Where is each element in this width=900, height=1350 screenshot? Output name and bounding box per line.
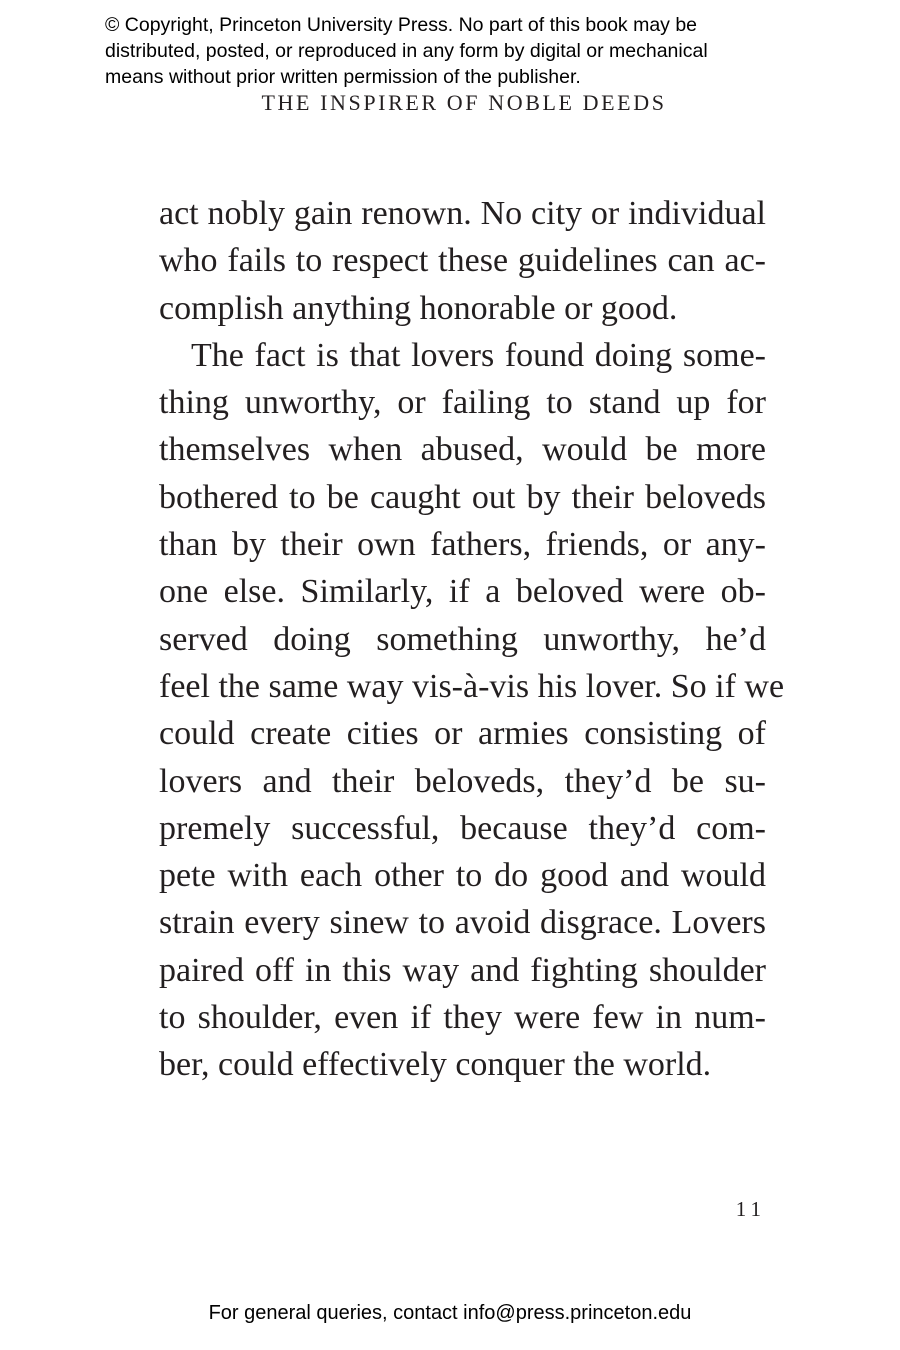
text-line: thing unworthy, or failing to stand up for (159, 384, 766, 422)
footer-contact: For general queries, contact info@press.princeton.edu (208, 1302, 692, 1324)
copyright-notice (105, 12, 865, 90)
text-line: feel the same way vis-à-vis his lover. So if we (159, 667, 785, 705)
text-line: than by their own fathers, friends, or any- (159, 526, 766, 564)
text-line: could create cities or armies consisting of (159, 715, 766, 753)
text-line: one else. Similarly, if a beloved were ob- (159, 573, 766, 611)
text-line: served doing something unworthy, he’d (159, 620, 766, 658)
copyright-line: © Copyright, Princeton University Press. No part of this book may be (105, 14, 698, 36)
paragraph-2 (159, 332, 785, 1089)
copyright-line: distributed, posted, or reproduced in any form by digital or mechanical (105, 40, 708, 62)
text-line: complish anything honorable or good. (159, 289, 678, 327)
text-line: premely successful, because they’d com- (159, 809, 766, 847)
text-line: to shoulder, even if they were few in num- (159, 999, 766, 1037)
text-line: paired off in this way and fighting shoulder (159, 951, 766, 989)
text-line: strain every sinew to avoid disgrace. Lovers (159, 904, 766, 942)
text-line: pete with each other to do good and would (159, 857, 766, 895)
paragraph-1 (159, 190, 766, 332)
body-text (159, 190, 785, 1089)
text-line: themselves when abused, would be more (159, 431, 766, 469)
text-line: The fact is that lovers found doing some- (191, 336, 766, 374)
page-number: 11 (735, 1197, 766, 1221)
text-line: ber, could effectively conquer the world. (159, 1046, 712, 1084)
copyright-line: means without prior written permission of the publisher. (105, 66, 581, 88)
text-line: lovers and their beloveds, they’d be su- (159, 762, 766, 800)
text-line: act nobly gain renown. No city or individual (159, 195, 766, 232)
running-head: THE INSPIRER OF NOBLE DEEDS (261, 90, 667, 115)
text-line: bothered to be caught out by their beloveds (159, 478, 766, 516)
text-line: who fails to respect these guidelines can ac- (159, 242, 766, 280)
